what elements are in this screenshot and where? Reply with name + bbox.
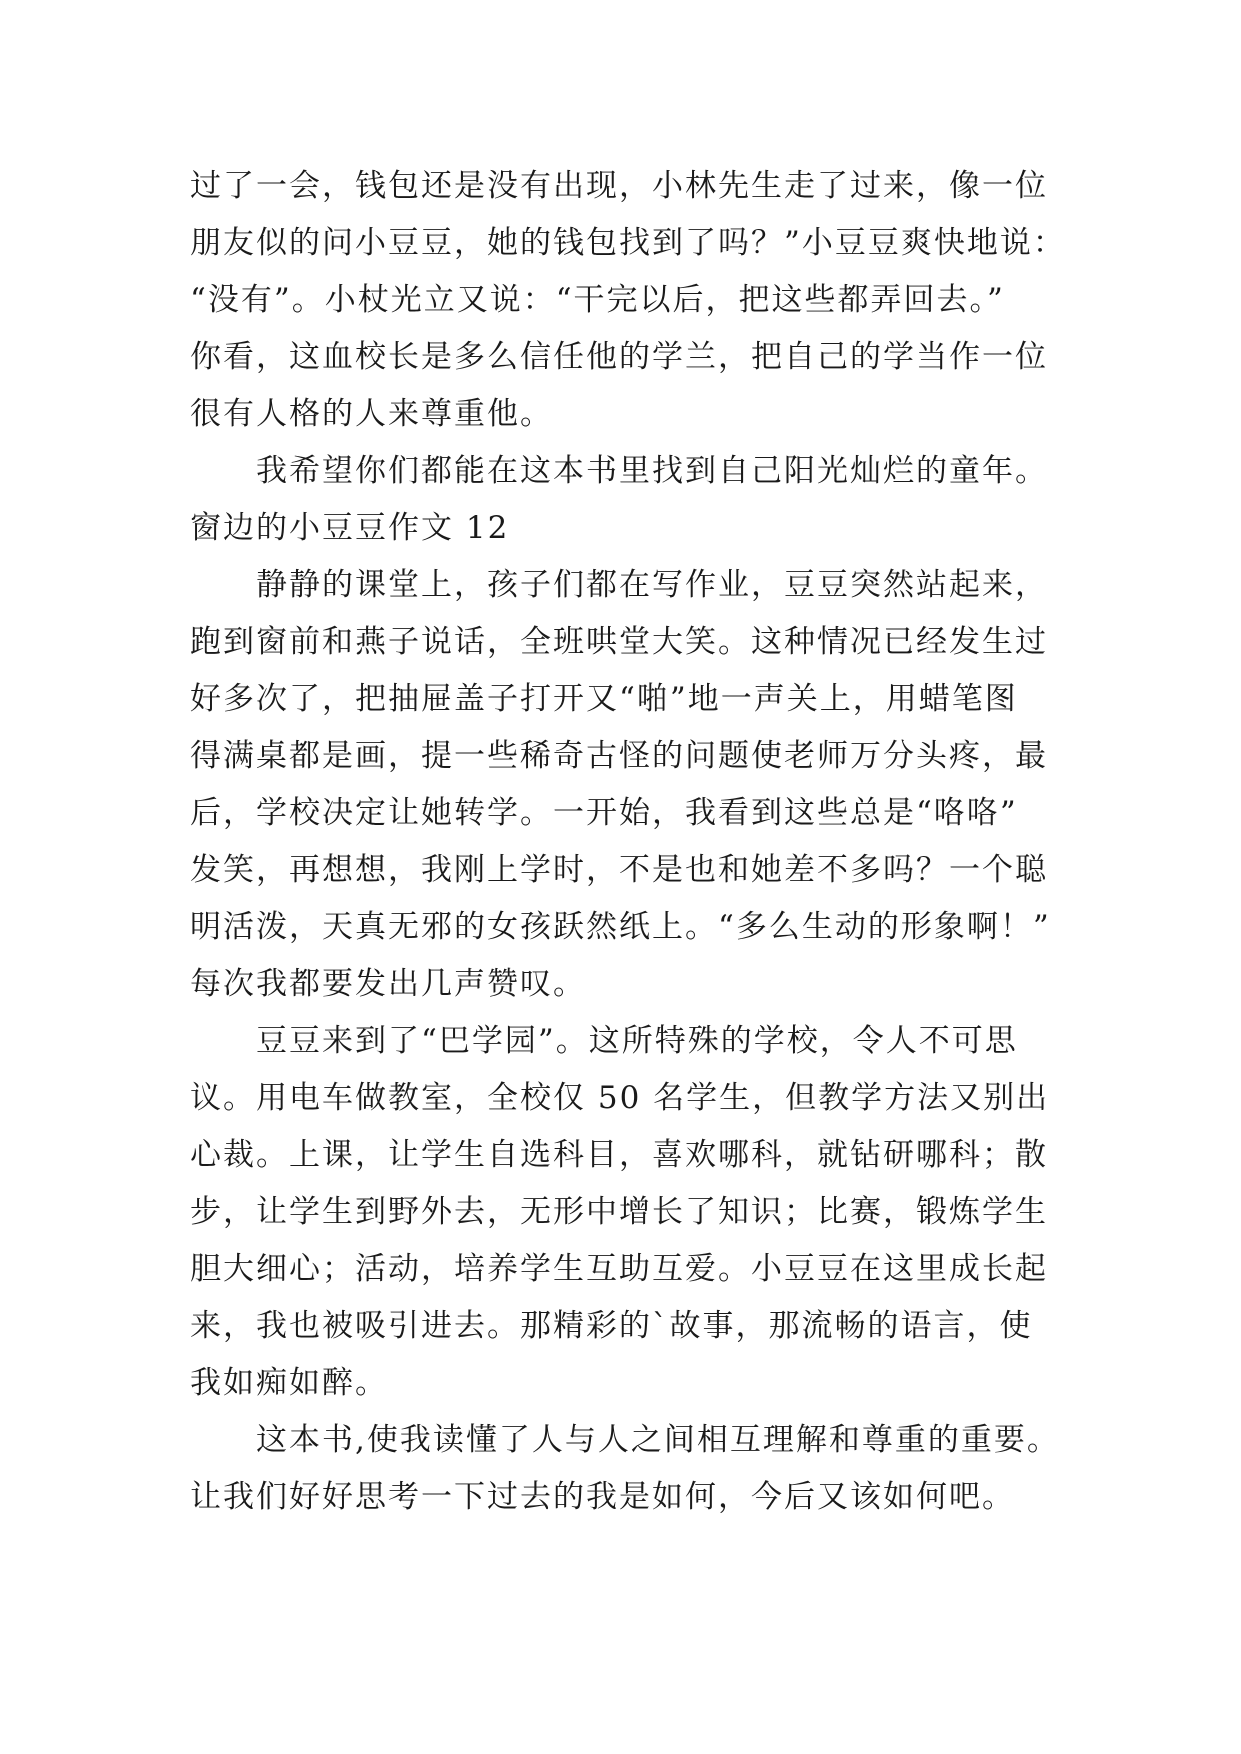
text-line: 朋友似的问小豆豆，她的钱包找到了吗？”小豆豆爽快地说： [190,225,1066,261]
text-line: 得满桌都是画，提一些稀奇古怪的问题使老师万分头疼，最 [190,738,1048,774]
section-heading [190,500,1070,557]
text-line: 发笑，再想想，我刚上学时，不是也和她差不多吗？一个聪 [190,852,1048,888]
paragraph-2 [190,443,1070,500]
text-line: 议。用电车做教室，全校仅 50 名学生，但教学方法又别出 [190,1080,1050,1116]
paragraph-1 [190,158,1070,443]
paragraph-4 [190,1013,1070,1412]
text-line: 好多次了，把抽屉盖子打开又“啪”地一声关上，用蜡笔图 [190,681,1018,717]
document-body [190,158,1070,1526]
text-line: 我如痴如醉。 [190,1365,388,1401]
text-line: 这本书,使我读懂了人与人之间相互理解和尊重的重要。 [256,1422,1060,1458]
text-line: 过了一会，钱包还是没有出现，小林先生走了过来，像一位 [190,168,1048,204]
text-line: 你看，这血校长是多么信任他的学兰，把自己的学当作一位 [190,339,1048,375]
paragraph-3 [190,557,1070,1013]
text-line: 很有人格的人来尊重他。 [190,396,553,432]
text-line: 豆豆来到了“巴学园”。这所特殊的学校，令人不可思 [256,1023,1018,1059]
text-line: 后，学校决定让她转学。一开始，我看到这些总是“咯咯” [190,795,1018,831]
text-line: 跑到窗前和燕子说话，全班哄堂大笑。这种情况已经发生过 [190,624,1048,660]
text-line: 我希望你们都能在这本书里找到自己阳光灿烂的童年。 [256,453,1048,489]
text-line: 来，我也被吸引进去。那精彩的`故事，那流畅的语言，使 [190,1308,1033,1344]
text-line: 步，让学生到野外去，无形中增长了知识；比赛，锻炼学生 [190,1194,1048,1230]
text-line: 明活泼，天真无邪的女孩跃然纸上。“多么生动的形象啊！” [190,909,1051,945]
text-line: 心裁。上课，让学生自选科目，喜欢哪科，就钻研哪科；散 [190,1137,1048,1173]
paragraph-5 [190,1412,1070,1526]
text-line: “没有”。小杖光立又说：“干完以后，把这些都弄回去。” [190,282,1005,318]
text-line: 让我们好好思考一下过去的我是如何，今后又该如何吧。 [190,1479,1015,1515]
text-line: 每次我都要发出几声赞叹。 [190,966,586,1002]
text-line: 静静的课堂上，孩子们都在写作业，豆豆突然站起来， [256,567,1048,603]
heading-text: 窗边的小豆豆作文 12 [190,510,510,546]
text-line: 胆大细心；活动，培养学生互助互爱。小豆豆在这里成长起 [190,1251,1048,1287]
